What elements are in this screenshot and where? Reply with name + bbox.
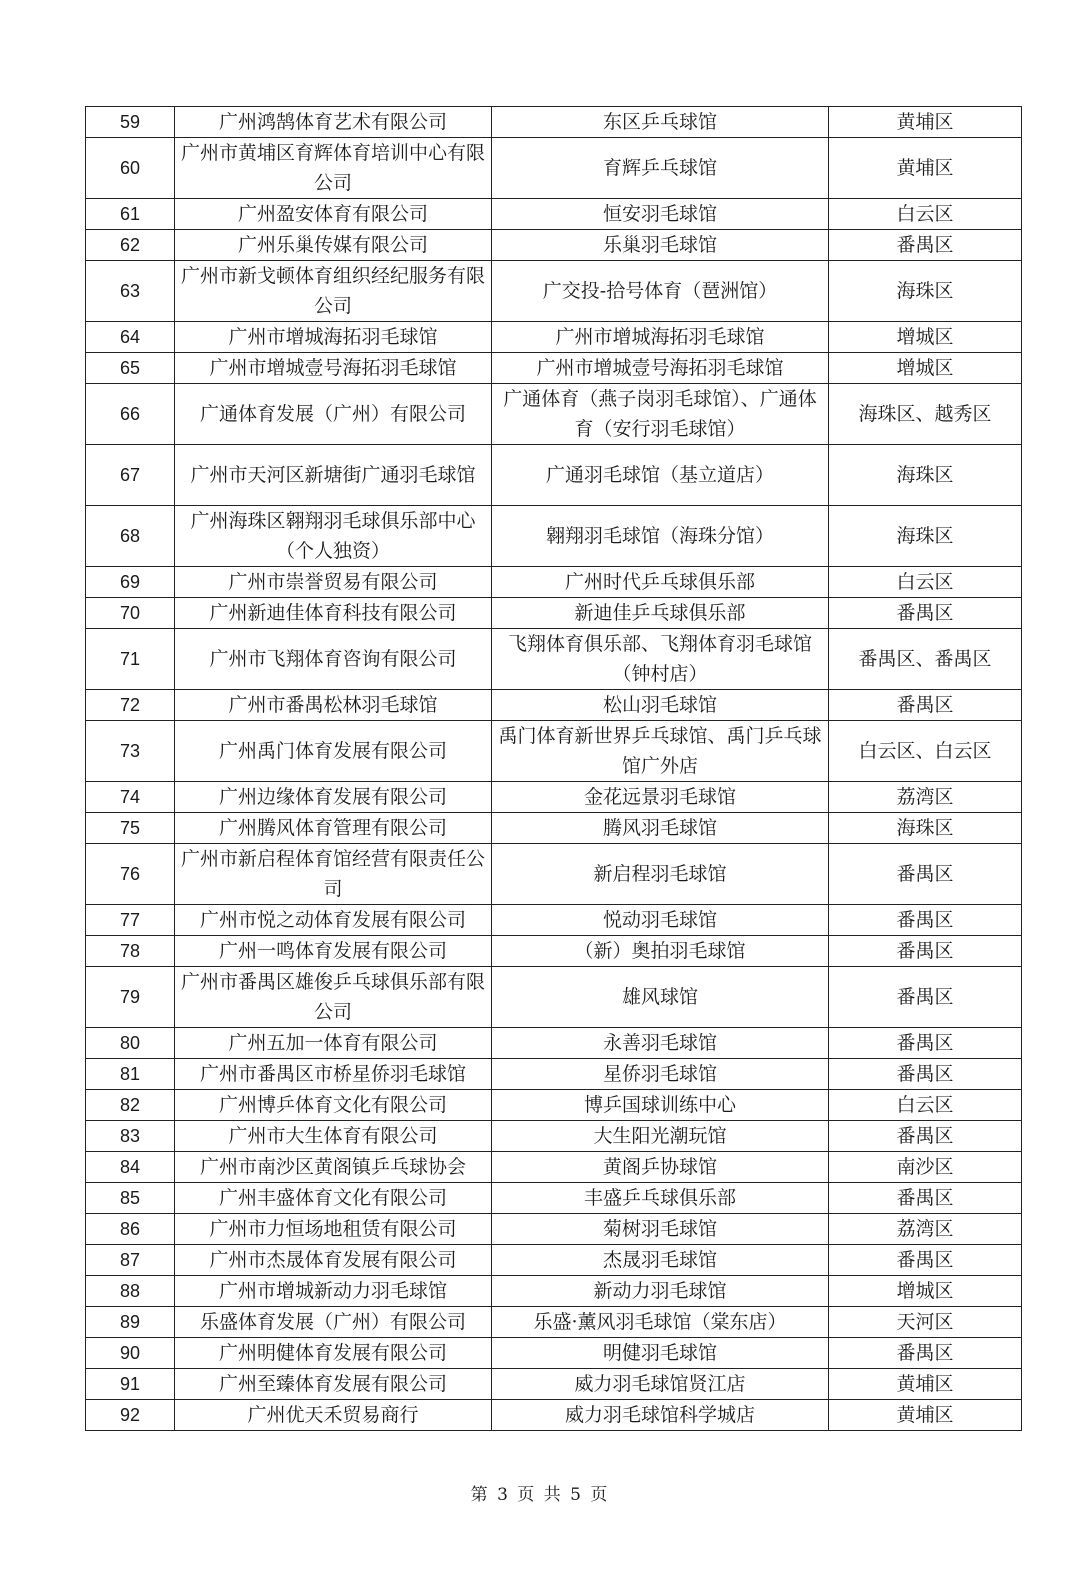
row-number: 83	[86, 1121, 175, 1152]
company-name: 广州新迪佳体育科技有限公司	[175, 598, 492, 629]
row-number: 73	[86, 721, 175, 782]
company-name: 广州市增城壹号海拓羽毛球馆	[175, 353, 492, 384]
district: 黄埔区	[829, 107, 1022, 138]
venue-name: 广通羽毛球馆（基立道店）	[492, 445, 829, 506]
district: 增城区	[829, 353, 1022, 384]
company-name: 广州市增城海拓羽毛球馆	[175, 322, 492, 353]
venue-name: 星侨羽毛球馆	[492, 1059, 829, 1090]
venue-name: 新启程羽毛球馆	[492, 844, 829, 905]
row-number: 72	[86, 690, 175, 721]
district: 番禺区	[829, 905, 1022, 936]
table-row	[86, 844, 1022, 905]
district: 番禺区	[829, 1338, 1022, 1369]
company-name: 广州市黄埔区育辉体育培训中心有限公司	[175, 138, 492, 199]
page-footer: 第 3 页 共 5 页	[470, 1485, 610, 1505]
company-name: 广州市番禺松林羽毛球馆	[175, 690, 492, 721]
venue-name: 悦动羽毛球馆	[492, 905, 829, 936]
district: 黄埔区	[829, 138, 1022, 199]
district: 白云区	[829, 1090, 1022, 1121]
district: 番禺区	[829, 967, 1022, 1028]
venue-name: 广交投-拾号体育（琶洲馆）	[492, 261, 829, 322]
row-number: 77	[86, 905, 175, 936]
company-name: 广州市力恒场地租赁有限公司	[175, 1214, 492, 1245]
table-row	[86, 782, 1022, 813]
table-row	[86, 1152, 1022, 1183]
company-name: 广州市悦之动体育发展有限公司	[175, 905, 492, 936]
company-name: 广州市番禺区市桥星侨羽毛球馆	[175, 1059, 492, 1090]
company-name: 广州市南沙区黄阁镇乒乓球协会	[175, 1152, 492, 1183]
district: 番禺区	[829, 1059, 1022, 1090]
venue-name: 禹门体育新世界乒乓球馆、禹门乒乓球馆广外店	[492, 721, 829, 782]
company-name: 广州市增城新动力羽毛球馆	[175, 1276, 492, 1307]
table-row	[86, 138, 1022, 199]
row-number: 59	[86, 107, 175, 138]
venue-name: 乐盛·薰风羽毛球馆（棠东店）	[492, 1307, 829, 1338]
district: 海珠区	[829, 445, 1022, 506]
row-number: 62	[86, 230, 175, 261]
table-row	[86, 322, 1022, 353]
row-number: 75	[86, 813, 175, 844]
district: 番禺区、番禺区	[829, 629, 1022, 690]
row-number: 61	[86, 199, 175, 230]
table-row	[86, 230, 1022, 261]
venue-name: 新迪佳乒乓球俱乐部	[492, 598, 829, 629]
company-name: 广州市天河区新塘街广通羽毛球馆	[175, 445, 492, 506]
district: 番禺区	[829, 844, 1022, 905]
table-row	[86, 1369, 1022, 1400]
company-name: 广州丰盛体育文化有限公司	[175, 1183, 492, 1214]
district: 增城区	[829, 322, 1022, 353]
row-number: 79	[86, 967, 175, 1028]
district: 南沙区	[829, 1152, 1022, 1183]
district: 番禺区	[829, 1121, 1022, 1152]
venue-name: 乐巢羽毛球馆	[492, 230, 829, 261]
district: 海珠区	[829, 506, 1022, 567]
venue-table	[85, 106, 1022, 1431]
company-name: 乐盛体育发展（广州）有限公司	[175, 1307, 492, 1338]
company-name: 广州优天禾贸易商行	[175, 1400, 492, 1431]
district: 番禺区	[829, 1028, 1022, 1059]
row-number: 88	[86, 1276, 175, 1307]
row-number: 78	[86, 936, 175, 967]
table-row	[86, 1121, 1022, 1152]
district: 海珠区	[829, 261, 1022, 322]
row-number: 66	[86, 384, 175, 445]
company-name: 广州乐巢传媒有限公司	[175, 230, 492, 261]
company-name: 广州博乒体育文化有限公司	[175, 1090, 492, 1121]
district: 黄埔区	[829, 1400, 1022, 1431]
venue-name: 松山羽毛球馆	[492, 690, 829, 721]
table-row	[86, 1400, 1022, 1431]
row-number: 68	[86, 506, 175, 567]
company-name: 广州一鸣体育发展有限公司	[175, 936, 492, 967]
table-row	[86, 629, 1022, 690]
company-name: 广州市飞翔体育咨询有限公司	[175, 629, 492, 690]
row-number: 92	[86, 1400, 175, 1431]
row-number: 64	[86, 322, 175, 353]
company-name: 广州禹门体育发展有限公司	[175, 721, 492, 782]
venue-name: 腾风羽毛球馆	[492, 813, 829, 844]
table-row	[86, 1090, 1022, 1121]
table-row	[86, 261, 1022, 322]
venue-name: 广州时代乒乓球俱乐部	[492, 567, 829, 598]
row-number: 60	[86, 138, 175, 199]
company-name: 广州鸿鹄体育艺术有限公司	[175, 107, 492, 138]
company-name: 广州至臻体育发展有限公司	[175, 1369, 492, 1400]
row-number: 69	[86, 567, 175, 598]
venue-name: 金花远景羽毛球馆	[492, 782, 829, 813]
row-number: 74	[86, 782, 175, 813]
district: 白云区、白云区	[829, 721, 1022, 782]
district: 番禺区	[829, 690, 1022, 721]
table-row	[86, 1338, 1022, 1369]
company-name: 广州边缘体育发展有限公司	[175, 782, 492, 813]
table-row	[86, 813, 1022, 844]
row-number: 91	[86, 1369, 175, 1400]
row-number: 84	[86, 1152, 175, 1183]
table-row	[86, 1276, 1022, 1307]
company-name: 广州五加一体育有限公司	[175, 1028, 492, 1059]
venue-name: 新动力羽毛球馆	[492, 1276, 829, 1307]
company-name: 广州市新戈顿体育组织经纪服务有限公司	[175, 261, 492, 322]
venue-name: （新）奥拍羽毛球馆	[492, 936, 829, 967]
company-name: 广州海珠区翱翔羽毛球俱乐部中心（个人独资）	[175, 506, 492, 567]
venue-name: 育辉乒乓球馆	[492, 138, 829, 199]
table-row	[86, 1183, 1022, 1214]
company-name: 广州市杰晟体育发展有限公司	[175, 1245, 492, 1276]
company-name: 广州市番禺区雄俊乒乓球俱乐部有限公司	[175, 967, 492, 1028]
venue-name: 东区乒乓球馆	[492, 107, 829, 138]
table-row	[86, 598, 1022, 629]
table-row	[86, 1059, 1022, 1090]
district: 番禺区	[829, 936, 1022, 967]
table-row	[86, 567, 1022, 598]
row-number: 63	[86, 261, 175, 322]
row-number: 89	[86, 1307, 175, 1338]
district: 白云区	[829, 199, 1022, 230]
company-name: 广州腾风体育管理有限公司	[175, 813, 492, 844]
venue-name: 广州市增城壹号海拓羽毛球馆	[492, 353, 829, 384]
district: 番禺区	[829, 598, 1022, 629]
company-name: 广州市新启程体育馆经营有限责任公司	[175, 844, 492, 905]
venue-name: 翱翔羽毛球馆（海珠分馆）	[492, 506, 829, 567]
row-number: 90	[86, 1338, 175, 1369]
venue-name: 恒安羽毛球馆	[492, 199, 829, 230]
row-number: 86	[86, 1214, 175, 1245]
district: 番禺区	[829, 1245, 1022, 1276]
district: 增城区	[829, 1276, 1022, 1307]
row-number: 70	[86, 598, 175, 629]
company-name: 广州市崇誉贸易有限公司	[175, 567, 492, 598]
district: 黄埔区	[829, 1369, 1022, 1400]
district: 海珠区	[829, 813, 1022, 844]
row-number: 81	[86, 1059, 175, 1090]
district: 番禺区	[829, 1183, 1022, 1214]
table-row	[86, 1214, 1022, 1245]
row-number: 87	[86, 1245, 175, 1276]
district: 荔湾区	[829, 782, 1022, 813]
venue-name: 雄风球馆	[492, 967, 829, 1028]
venue-name: 博乒国球训练中心	[492, 1090, 829, 1121]
venue-name: 飞翔体育俱乐部、飞翔体育羽毛球馆（钟村店）	[492, 629, 829, 690]
venue-name: 威力羽毛球馆贤江店	[492, 1369, 829, 1400]
district: 荔湾区	[829, 1214, 1022, 1245]
table-row	[86, 107, 1022, 138]
venue-name: 广通体育（燕子岗羽毛球馆）、广通体育（安行羽毛球馆）	[492, 384, 829, 445]
table-row	[86, 1245, 1022, 1276]
company-name: 广州市大生体育有限公司	[175, 1121, 492, 1152]
company-name: 广州明健体育发展有限公司	[175, 1338, 492, 1369]
row-number: 71	[86, 629, 175, 690]
row-number: 80	[86, 1028, 175, 1059]
venue-name: 大生阳光潮玩馆	[492, 1121, 829, 1152]
venue-name: 明健羽毛球馆	[492, 1338, 829, 1369]
table-row	[86, 905, 1022, 936]
row-number: 76	[86, 844, 175, 905]
venue-name: 黄阁乒协球馆	[492, 1152, 829, 1183]
table-row	[86, 721, 1022, 782]
table-row	[86, 1307, 1022, 1338]
district: 番禺区	[829, 230, 1022, 261]
table-row	[86, 936, 1022, 967]
table-row	[86, 1028, 1022, 1059]
row-number: 82	[86, 1090, 175, 1121]
table-row	[86, 353, 1022, 384]
venue-name: 杰晟羽毛球馆	[492, 1245, 829, 1276]
row-number: 67	[86, 445, 175, 506]
district: 海珠区、越秀区	[829, 384, 1022, 445]
venue-name: 威力羽毛球馆科学城店	[492, 1400, 829, 1431]
table-row	[86, 690, 1022, 721]
company-name: 广通体育发展（广州）有限公司	[175, 384, 492, 445]
company-name: 广州盈安体育有限公司	[175, 199, 492, 230]
table-row	[86, 384, 1022, 445]
row-number: 65	[86, 353, 175, 384]
row-number: 85	[86, 1183, 175, 1214]
table-row	[86, 199, 1022, 230]
table-row	[86, 506, 1022, 567]
venue-name: 菊树羽毛球馆	[492, 1214, 829, 1245]
venue-name: 广州市增城海拓羽毛球馆	[492, 322, 829, 353]
district: 天河区	[829, 1307, 1022, 1338]
table-row	[86, 967, 1022, 1028]
venue-name: 丰盛乒乓球俱乐部	[492, 1183, 829, 1214]
district: 白云区	[829, 567, 1022, 598]
table-row	[86, 445, 1022, 506]
venue-name: 永善羽毛球馆	[492, 1028, 829, 1059]
